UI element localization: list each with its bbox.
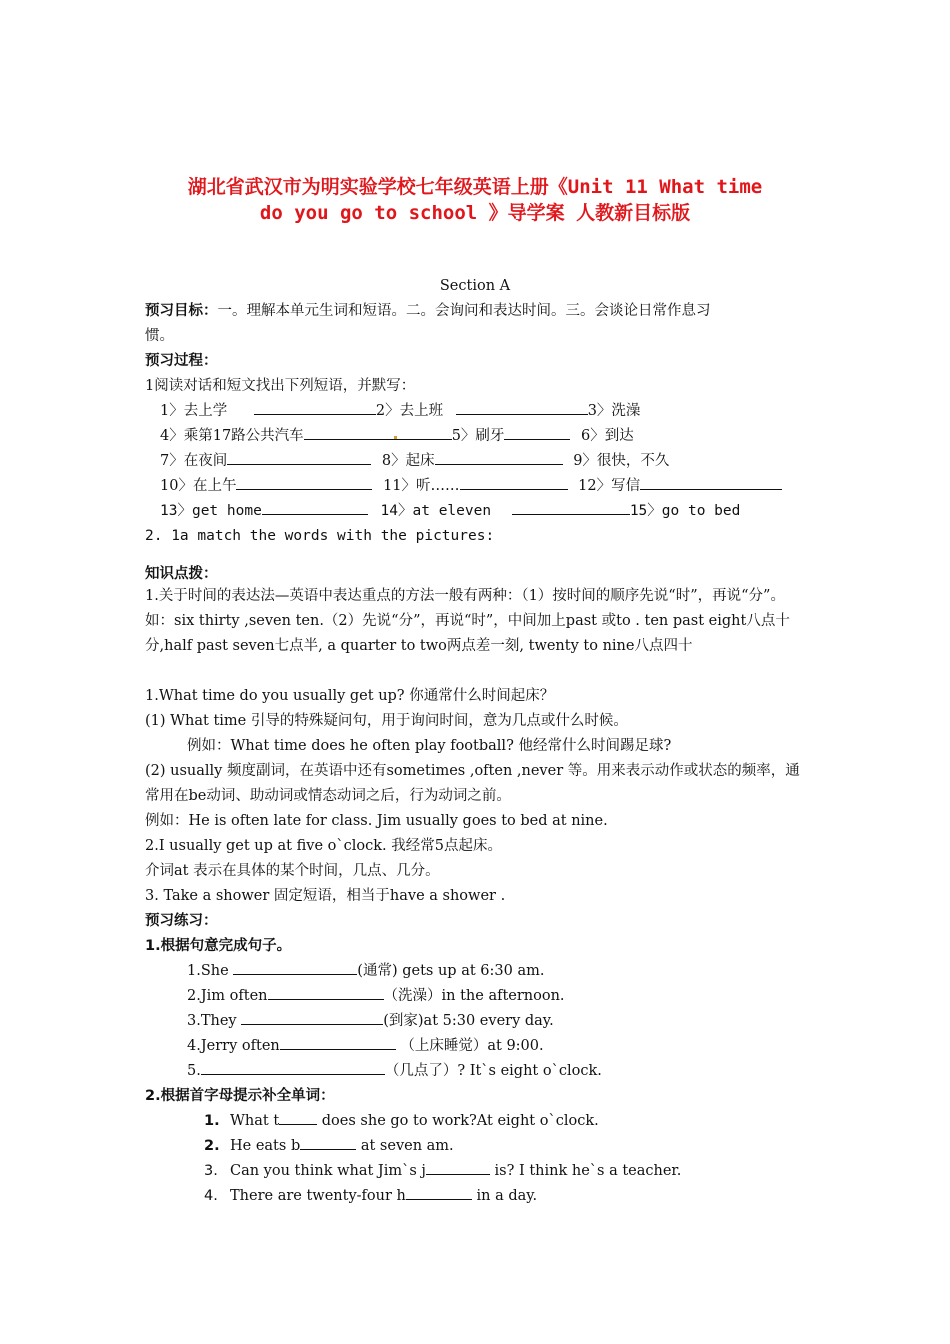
process-label: 预习过程： [145, 353, 218, 369]
phrase-row-5 [160, 499, 740, 524]
word-exercise-2 [204, 1134, 454, 1159]
phrase-item: 8〉起床 [381, 453, 435, 469]
exercise-sentence-2 [187, 984, 565, 1009]
sentence-prefix: 4.Jerry often [187, 1038, 280, 1054]
knowledge-paragraph-1: 1.关于时间的表达法—英语中表达重点的方法一般有两种：（1）按时间的顺序先说“时”，再说“分”。如：six thirty ,seven ten.（2）先说“分”，再说“时”，中间加上past 或to . ten past eight八点十分,half past seven七点半, a quarter to two两点差一刻, twenty to nine八点四十 [145, 588, 790, 654]
section-heading: Section A [439, 278, 511, 294]
goals-text-1: 一。理解本单元生词和短语。二。会询问和表达时间。三。会谈论日常作息习 [217, 303, 711, 319]
sentence-prefix: 3.They [187, 1013, 242, 1029]
goals-line-1 [145, 299, 711, 324]
knowledge-line-1: 1.What time do you usually get up? 你通常什么时间起床？ [145, 688, 555, 704]
phrase-item: 15〉go to bed [629, 503, 741, 519]
answer-blank[interactable] [640, 475, 782, 490]
sentence-suffix: at seven am. [356, 1138, 454, 1154]
answer-blank[interactable] [456, 400, 588, 415]
phrase-item: 1〉去上学 [160, 403, 228, 419]
practice-label: 预习练习： [145, 913, 218, 929]
document-title-line-1: 湖北省武汉市为明实验学校七年级英语上册《Unit 11 What time [187, 176, 763, 198]
word-exercise-3 [204, 1159, 681, 1184]
sentence-prefix: He eats b [230, 1138, 301, 1154]
knowledge-line-5: 2.I usually get up at five o`clock. 我经常5点起床。 [145, 838, 502, 854]
phrase-item: 14〉at eleven [380, 503, 492, 519]
knowledge-line-4: 例如：He is often late for class. Jim usually goes to bed at nine. [145, 813, 608, 829]
stray-mark [394, 436, 397, 439]
answer-blank[interactable] [254, 400, 376, 415]
exercise-sentence-3 [187, 1009, 554, 1034]
sentence-prefix: Can you think what Jim`s j [230, 1163, 426, 1179]
phrase-item: 12〉写信 [578, 478, 641, 494]
phrase-row-4 [160, 474, 782, 499]
answer-blank[interactable] [268, 985, 384, 1000]
answer-blank[interactable] [512, 500, 630, 515]
sentence-suffix: is? I think he`s a teacher. [489, 1163, 682, 1179]
answer-blank[interactable] [279, 1110, 317, 1125]
exercise-sentence-1 [187, 959, 544, 984]
phrase-item: 4〉乘第17路公共汽车 [160, 428, 304, 444]
answer-blank[interactable] [201, 1060, 385, 1075]
phrase-item: 13〉get home [160, 503, 262, 519]
knowledge-paragraph-2: (2) usually 频度副词，在英语中还有sometimes ,often ,never 等。用来表示动作或状态的频率，通常用在be动词、助动词或情态动词之后，行为动词之前。 [145, 763, 800, 804]
knowledge-label: 知识点拨： [145, 566, 218, 582]
answer-blank[interactable] [280, 1035, 396, 1050]
item-number: 3. [204, 1163, 218, 1179]
sentence-suffix: （上床睡觉）at 9:00. [395, 1038, 544, 1054]
answer-blank[interactable] [426, 1160, 490, 1175]
answer-blank[interactable] [504, 425, 570, 440]
item-number: 1. [204, 1113, 220, 1129]
sentence-prefix: There are twenty-four h [230, 1188, 406, 1204]
phrase-row-3 [160, 449, 669, 474]
sentence-suffix: (通常) gets up at 6:30 am. [357, 963, 545, 979]
sentence-suffix: （洗澡）in the afternoon. [383, 988, 565, 1004]
practice-part2-title: 2.根据首字母提示补全单词： [145, 1088, 335, 1104]
answer-blank[interactable] [241, 1010, 383, 1025]
exercise-sentence-4 [187, 1034, 544, 1059]
knowledge-line-7: 3. Take a shower 固定短语，相当于have a shower . [145, 888, 506, 904]
sentence-prefix: What t [230, 1113, 280, 1129]
item-number: 4. [204, 1188, 218, 1204]
knowledge-example: 例如：What time does he often play football? 他经常什么时间踢足球? [187, 738, 672, 754]
answer-blank[interactable] [406, 1185, 472, 1200]
exercise-sentence-5 [187, 1059, 602, 1084]
document-title-line-2: do you go to school 》导学案 人教新目标版 [259, 202, 691, 224]
phrase-item: 11〉听…… [383, 478, 460, 494]
answer-blank[interactable] [460, 475, 568, 490]
goals-line-2: 惯。 [145, 328, 174, 344]
answer-blank[interactable] [262, 500, 368, 515]
word-exercise-1 [204, 1109, 599, 1134]
answer-blank[interactable] [300, 1135, 356, 1150]
word-exercise-4 [204, 1184, 537, 1209]
match-instruction: 2. 1a match the words with the pictures: [145, 528, 495, 544]
answer-blank[interactable] [233, 960, 357, 975]
phrase-item: 5〉刷牙 [451, 428, 505, 444]
phrase-item: 10〉在上午 [160, 478, 237, 494]
practice-part1-title: 1.根据句意完成句子。 [145, 938, 292, 954]
answer-blank[interactable] [227, 450, 371, 465]
phrase-item: 3〉洗澡 [587, 403, 641, 419]
item-number: 2. [204, 1138, 220, 1154]
sentence-prefix: 2.Jim often [187, 988, 268, 1004]
process-intro: 1阅读对话和短文找出下列短语，并默写： [145, 378, 416, 394]
knowledge-line-2: (1) What time 引导的特殊疑问句，用于询问时间，意为几点或什么时候。 [145, 713, 628, 729]
answer-blank[interactable] [304, 425, 452, 440]
phrase-item: 7〉在夜间 [160, 453, 228, 469]
answer-blank[interactable] [435, 450, 563, 465]
knowledge-line-6: 介词at 表示在具体的某个时间，几点、几分。 [145, 863, 440, 879]
phrase-row-1 [160, 399, 640, 424]
phrase-item: 9〉很快，不久 [573, 453, 670, 469]
phrase-item: 6〉到达 [581, 428, 634, 444]
sentence-prefix: 5. [187, 1063, 201, 1079]
answer-blank[interactable] [236, 475, 372, 490]
sentence-suffix: in a day. [471, 1188, 538, 1204]
sentence-prefix: 1.She [187, 963, 234, 979]
phrase-item: 2〉去上班 [375, 403, 444, 419]
sentence-suffix: （几点了）? It`s eight o`clock. [384, 1063, 602, 1079]
goals-label: 预习目标： [145, 303, 218, 319]
sentence-suffix: (到家)at 5:30 every day. [383, 1013, 554, 1029]
sentence-suffix: does she go to work?At eight o`clock. [317, 1113, 599, 1129]
